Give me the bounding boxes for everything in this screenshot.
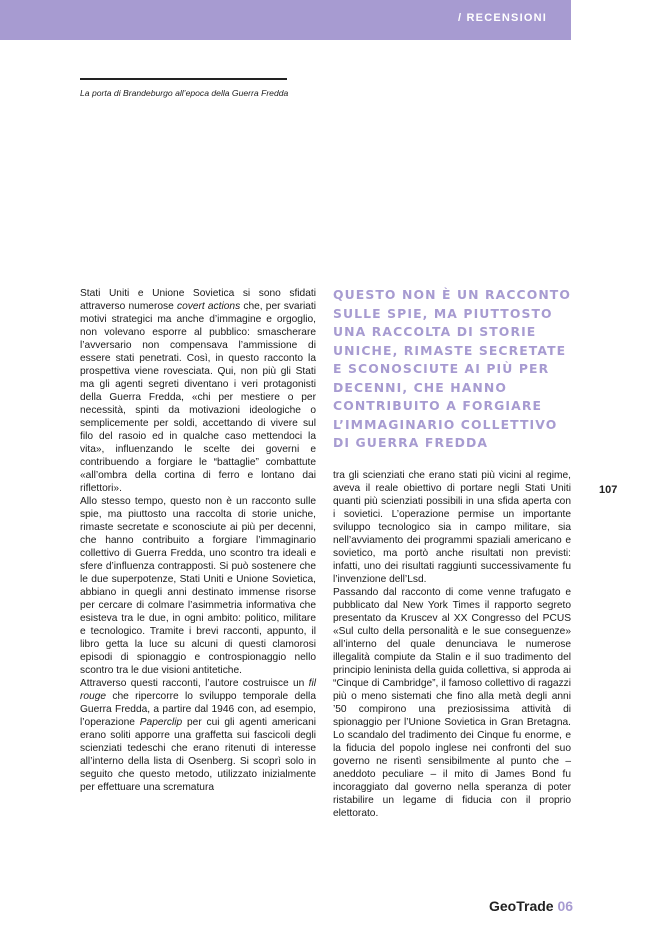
paragraph: Allo stesso tempo, questo non è un racconto sulle spie, ma piuttosto una raccolta di storie uniche, rimaste secretate e sconosciute ai più per decenni, che hanno contribuito a forgiare l’immaginario collettivo di Guerra Fredda, uno scontro tra ideali e sfere d’influenza contrapposti. Si può sostenere che le due superpotenze, Stati Uniti e Unione Sovietica, abbiano in quegli anni destinato immense risorse per cercare di colmare l’asimmetria informativa che esisteva tra le due, in ogni ambito: politico, militare e tecnologico. Tramite i brevi racconti, appunto, il libro getta la luce su alcuni di questi clamorosi episodi di spionaggio e controspionaggio nello scontro tra le due visioni antitetiche. [80, 496, 316, 676]
footer-issue-number: 06 [557, 898, 574, 914]
section-header-bar [0, 0, 571, 40]
paragraph: Passando dal racconto di come venne trafugato e pubblicato dal New York Times il rapporto segreto presentato da Kruscev al XX Congresso del PCUS «Sul culto della personalità e le sue conseguenze» all’interno del quale denunciava le numerose illegalità compiute da Stalin e il suo tradimento del principio leninista della guida collettiva, si approda ai “Cinque di Cambridge”, il famoso collettivo di ragazzi più o meno sistemati che fino alla metà degli anni ’50 compirono una preziosissima attività di spionaggio per l’Unione Sovietica in Gran Bretagna. Lo scandalo del tradimento dei Cinque fu enorme, e la fiducia del popolo inglese nei confronti del suo governo ne risentì sensibilmente al punto che – aneddoto peculiare – il mito di James Bond fu incoraggiato dal governo nella speranza di poter ristabilire un legame di fiducia con il proprio elettorato. [333, 587, 571, 819]
paragraph: tra gli scienziati che erano stati più vicini al regime, aveva il reale obiettivo di portare negli Stati Uniti quanti più scienziati possibili in una sfida aperta con i sovietici. L’operazione permise un importante sviluppo tecnologico sia in campo militare, sia nell’avviamento dei programmi spaziali americano e sovietico, ma portò anche risultati non previsti: infatti, uno dei risultati raggiunti successivamente fu l’invenzione dell’Lsd. [333, 470, 571, 585]
italic-term: covert actions [176, 301, 241, 312]
italic-term: Paperclip [139, 717, 183, 728]
footer-masthead [489, 898, 573, 914]
footer-brand: GeoTrade [489, 898, 554, 914]
left-text-column [80, 287, 316, 794]
caption-divider [80, 78, 287, 80]
right-text-column [333, 469, 571, 820]
section-label: / RECENSIONI [458, 12, 547, 24]
page-number: 107 [599, 484, 618, 496]
paragraph: Stati Uniti e Unione Sovietica si sono sfidati attraverso numerose covert actions che, per svariati motivi strategici ma anche d’immagine e orgoglio, non volevano esporre al pubblico: smascherare l’avversario non compensava l’ammissione di essere stati penetrati. Così, in questo racconto la prospettiva viene rovesciata. Qui, non più gli Stati ma gli agenti segreti diventano i veri protagonisti della Guerra Fredda, «chi per mestiere o per necessità, spinti da motivazioni ideologiche o semplicemente per soldi, accettando di vivere sul filo del rasoio ed in qualche caso mettendoci la vita», influenzando le scelte dei governi e contribuendo a forgiare le “battaglie” combattute «all’ombra della cortina di ferro e lontano dai riflettori». [80, 288, 316, 494]
image-caption: La porta di Brandeburgo all’epoca della Guerra Fredda [80, 88, 289, 98]
italic-term: fil rouge [80, 678, 316, 702]
paragraph: Attraverso questi racconti, l’autore costruisce un fil rouge che ripercorre lo sviluppo temporale della Guerra Fredda, a partire dal 1946 con, ad esempio, l’operazione Paperclip per cui gli agenti americani erano soliti apporre una graffetta sui fascicoli degli scienziati tedeschi che erano ritenuti di interesse all’interno della lista di Osenberg. Si scoprì solo in seguito che questo metodo, utilizzato inizialmente per effettuare una scrematura [80, 678, 316, 793]
pull-quote: QUESTO NON È UN RACCONTO SULLE SPIE, MA PIUTTOSTO UNA RACCOLTA DI STORIE UNICHE, RIMASTE SECRETATE E SCONOSCIUTE AI PIÙ PER DECENNI, CHE HANNO CONTRIBUITO A FORGIARE L’IMMAGINARIO COLLETTIVO DI GUERRA FREDDA [333, 287, 571, 450]
